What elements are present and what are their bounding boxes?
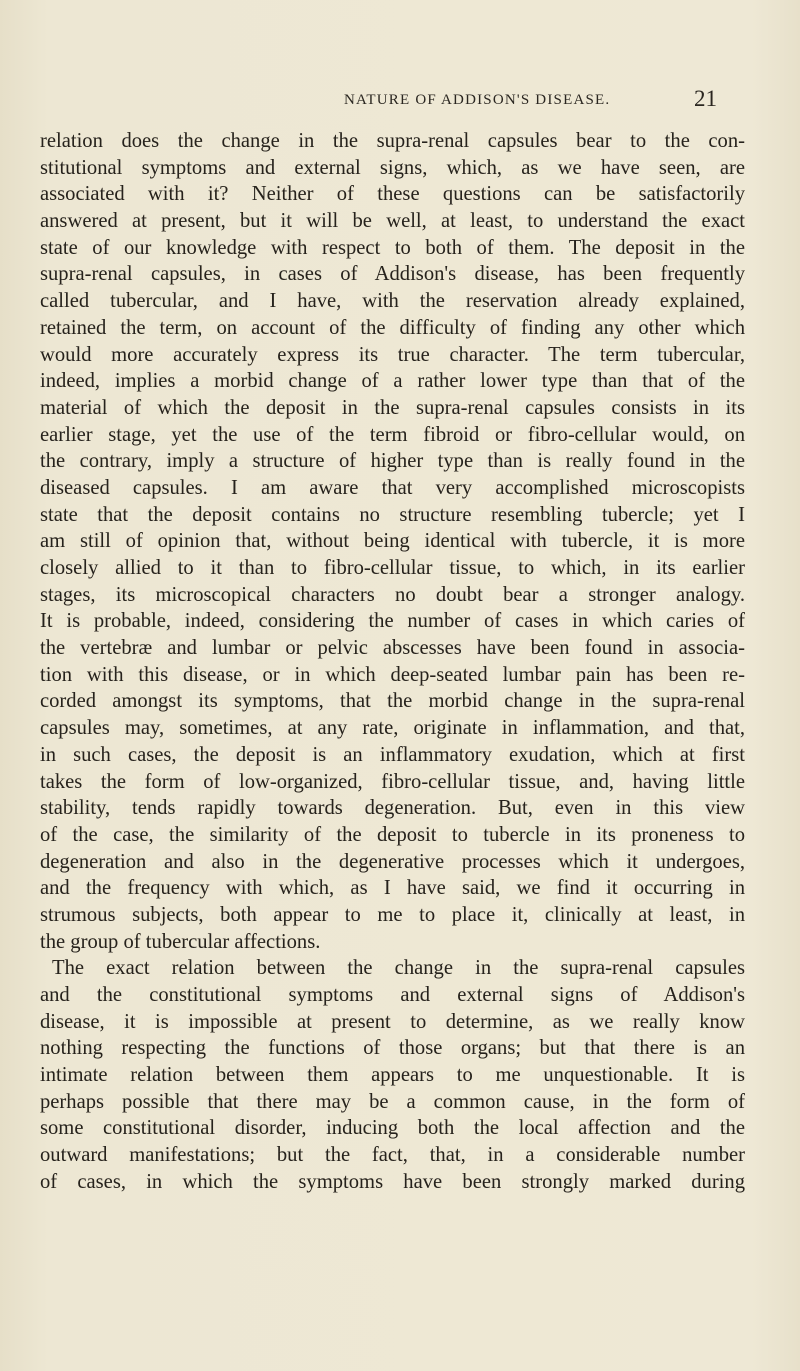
text-line: diseased capsules. I am aware that very accomplished microscopists xyxy=(40,476,745,499)
running-title: NATURE OF ADDISON'S DISEASE. xyxy=(344,92,611,108)
text-line: indeed, implies a morbid change of a rather lower type than that of the xyxy=(40,370,745,393)
text-line: and the frequency with which, as I have said, we find it occurring in xyxy=(40,877,745,900)
text-line: the vertebræ and lumbar or pelvic abscesses have been found in associa- xyxy=(40,637,745,660)
text-line: intimate relation between them appears to me unquestionable. It is xyxy=(40,1064,745,1087)
text-line: stability, tends rapidly towards degeneration. But, even in this view xyxy=(40,797,745,820)
text-line: degeneration and also in the degenerative processes which it undergoes, xyxy=(40,850,745,873)
text-line: of cases, in which the symptoms have been strongly marked during xyxy=(40,1170,745,1193)
text-line: state that the deposit contains no structure resembling tubercle; yet I xyxy=(40,503,745,526)
body-text xyxy=(40,128,745,1196)
text-line: material of which the deposit in the supra-renal capsules consists in its xyxy=(40,396,745,419)
text-line: strumous subjects, both appear to me to place it, clinically at least, in xyxy=(40,903,745,926)
text-line: some constitutional disorder, inducing both the local affection and the xyxy=(40,1117,745,1140)
text-line: The exact relation between the change in the supra-renal capsules xyxy=(52,957,745,980)
running-head xyxy=(0,88,800,118)
text-line: tion with this disease, or in which deep-seated lumbar pain has been re- xyxy=(40,663,745,686)
text-line: supra-renal capsules, in cases of Addison's disease, has been frequently xyxy=(40,263,745,286)
text-line: called tubercular, and I have, with the reservation already explained, xyxy=(40,290,745,313)
text-line: answered at present, but it will be well, at least, to understand the exact xyxy=(40,210,745,233)
text-line: and the constitutional symptoms and external signs of Addison's xyxy=(40,984,745,1006)
text-line: the contrary, imply a structure of higher type than is really found in the xyxy=(40,450,745,473)
text-line: the group of tubercular affections. xyxy=(40,930,321,953)
text-line: am still of opinion that, without being identical with tubercle, it is more xyxy=(40,530,745,553)
text-line: capsules may, sometimes, at any rate, originate in inflammation, and that, xyxy=(40,717,745,740)
text-line: disease, it is impossible at present to determine, as we really know xyxy=(40,1010,745,1033)
text-line: closely allied to it than to fibro-cellular tissue, to which, in its earlier xyxy=(40,557,745,579)
text-line: nothing respecting the functions of those organs; but that there is an xyxy=(40,1037,745,1060)
text-line: earlier stage, yet the use of the term fibroid or fibro-cellular would, on xyxy=(40,423,745,446)
text-line: retained the term, on account of the difficulty of finding any other which xyxy=(40,316,745,339)
text-line: of the case, the similarity of the deposit to tubercle in its proneness to xyxy=(40,823,745,846)
text-line: would more accurately express its true character. The term tubercular, xyxy=(40,343,745,366)
text-line: takes the form of low-organized, fibro-cellular tissue, and, having little xyxy=(40,770,745,793)
text-line: in such cases, the deposit is an inflammatory exudation, which at first xyxy=(40,743,745,766)
text-line: outward manifestations; but the fact, that, in a considerable number xyxy=(40,1144,745,1167)
text-line: stitutional symptoms and external signs, which, as we have seen, are xyxy=(40,156,745,179)
text-line: stages, its microscopical characters no doubt bear a stronger analogy. xyxy=(40,583,745,606)
text-line: relation does the change in the supra-renal capsules bear to the con- xyxy=(40,130,745,152)
text-line: associated with it? Neither of these questions can be satisfactorily xyxy=(40,183,745,206)
text-line: state of our knowledge with respect to both of them. The deposit in the xyxy=(40,236,745,259)
text-line: perhaps possible that there may be a common cause, in the form of xyxy=(40,1090,745,1113)
page-number: 21 xyxy=(694,86,717,111)
text-line: It is probable, indeed, considering the number of cases in which caries of xyxy=(40,610,745,633)
text-line: corded amongst its symptoms, that the morbid change in the supra-renal xyxy=(40,690,745,713)
